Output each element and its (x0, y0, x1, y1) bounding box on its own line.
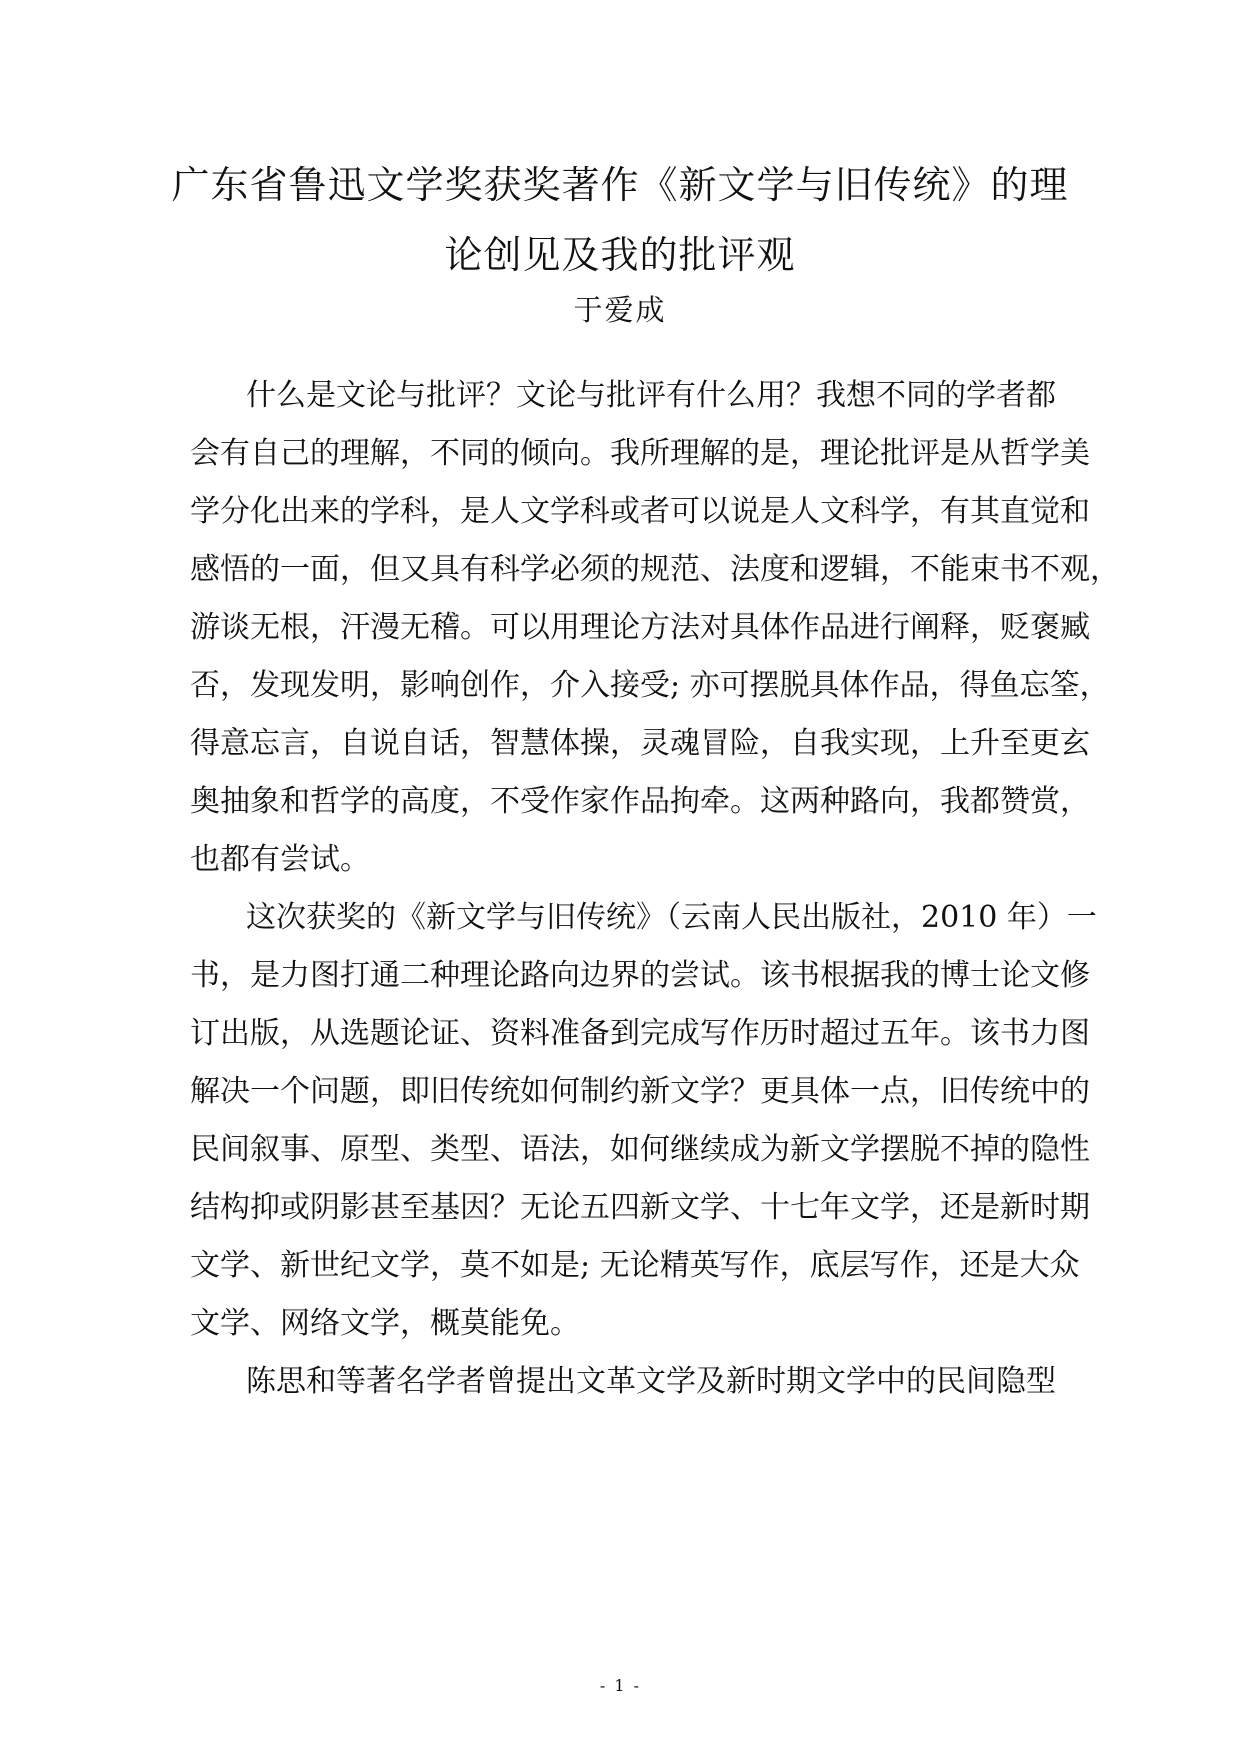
paragraph-1-line-5: 游谈无根，汗漫无稽。可以用理论方法对具体作品进行阐释，贬褒臧 (190, 610, 1090, 645)
paragraph-2-line-4: 解决一个问题，即旧传统如何制约新文学？更具体一点，旧传统中的 (190, 1074, 1090, 1109)
paragraph-1-line-4: 感悟的一面，但又具有科学必须的规范、法度和逻辑，不能束书不观， (190, 552, 1120, 587)
page-number: - 1 - (599, 1676, 642, 1695)
paragraph-2-line-6: 结构抑或阴影甚至基因？无论五四新文学、十七年文学，还是新时期 (190, 1190, 1090, 1225)
paragraph-1-line-2: 会有自己的理解，不同的倾向。我所理解的是，理论批评是从哲学美 (190, 436, 1090, 471)
paragraph-2-line-5: 民间叙事、原型、类型、语法，如何继续成为新文学摆脱不掉的隐性 (190, 1132, 1090, 1167)
paragraph-2-line-2: 书，是力图打通二种理论路向边界的尝试。该书根据我的博士论文修 (190, 958, 1090, 993)
paragraph-2-line-8: 文学、网络文学，概莫能免。 (190, 1306, 580, 1341)
title-line-1: 广东省鲁迅文学奖获奖著作《新文学与旧传统》的理 (171, 163, 1069, 207)
paragraph-1-line-1: 什么是文论与批评？文论与批评有什么用？我想不同的学者都 (246, 378, 1056, 413)
paragraph-1-line-3: 学分化出来的学科，是人文学科或者可以说是人文科学，有其直觉和 (190, 494, 1090, 529)
paragraph-1-line-8: 奥抽象和哲学的高度，不受作家作品拘牵。这两种路向，我都赞赏， (190, 784, 1090, 819)
paragraph-2-line-3: 订出版，从选题论证、资料准备到完成写作历时超过五年。该书力图 (190, 1016, 1090, 1051)
title-line-2: 论创见及我的批评观 (444, 233, 796, 277)
paragraph-2-line-1: 这次获奖的《新文学与旧传统》（云南人民出版社，2010 年）一 (246, 900, 1097, 935)
author-name: 于爱成 (573, 293, 667, 327)
document-title (150, 150, 1090, 290)
paragraph-1-line-9: 也都有尝试。 (190, 842, 370, 877)
paragraph-1-line-7: 得意忘言，自说自话，智慧体操，灵魂冒险，自我实现，上升至更玄 (190, 726, 1090, 761)
paragraph-2-line-7: 文学、新世纪文学，莫不如是; 无论精英写作，底层写作，还是大众 (190, 1248, 1080, 1283)
paragraph-3-line-1: 陈思和等著名学者曾提出文革文学及新时期文学中的民间隐型 (246, 1364, 1056, 1399)
paragraph-1-line-6: 否，发现发明，影响创作，介入接受; 亦可摆脱具体作品，得鱼忘筌， (190, 668, 1110, 703)
